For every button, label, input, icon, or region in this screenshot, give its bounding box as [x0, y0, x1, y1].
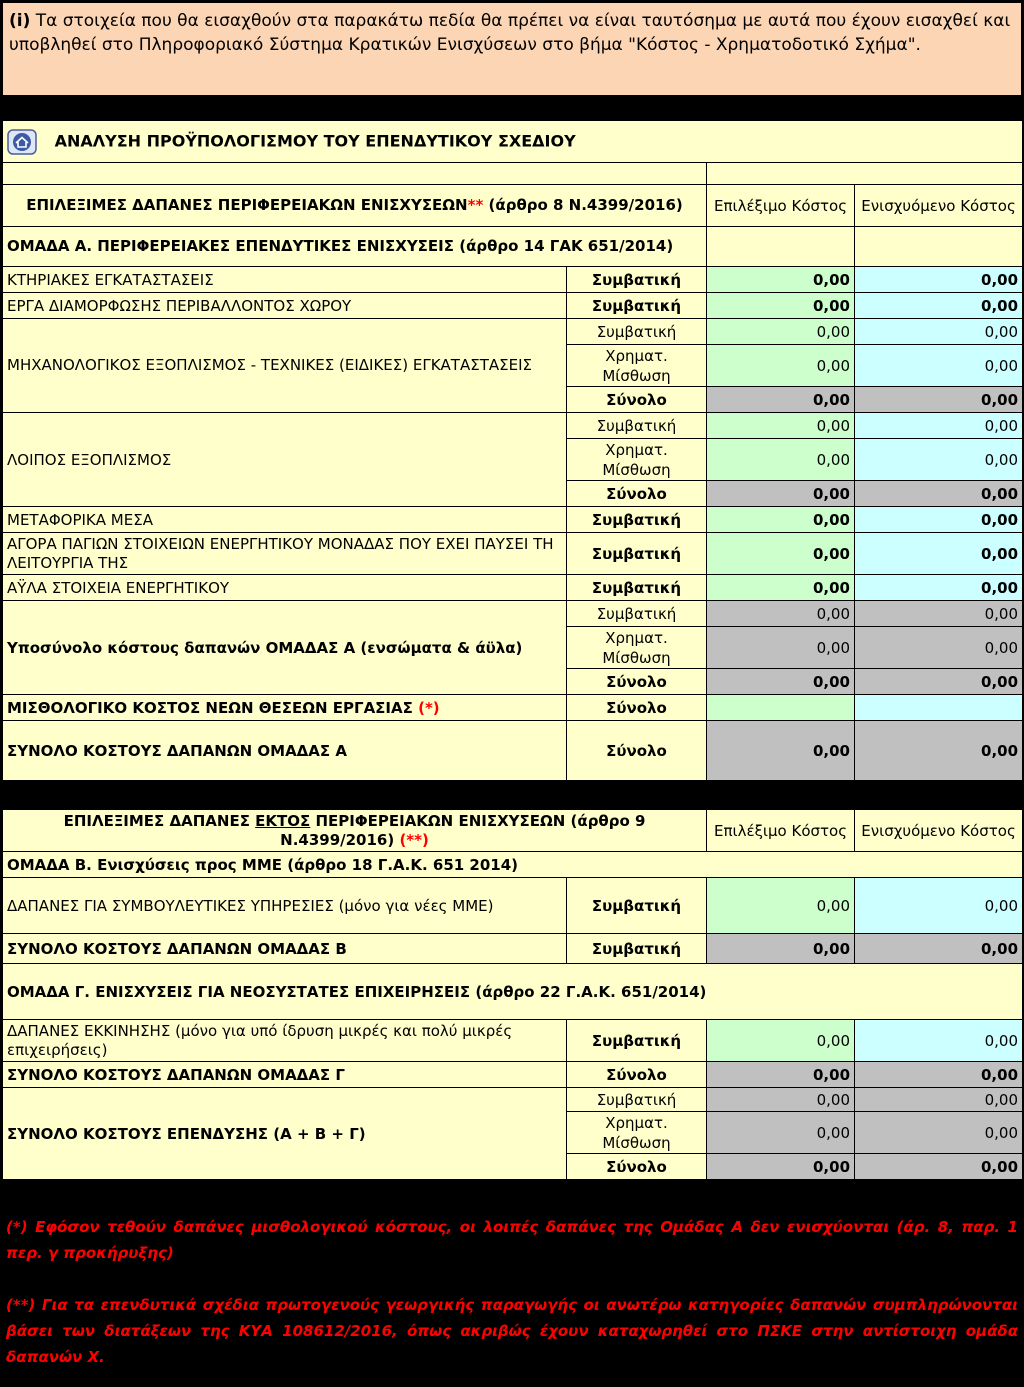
budget-table-regional [2, 120, 1023, 781]
subsidized-buildings-input[interactable]: 0,00 [855, 267, 1023, 293]
type-label: Σύνολο [567, 387, 707, 413]
eligible-transport-input[interactable]: 0,00 [707, 507, 855, 533]
section2-header: ΕΠΙΛΕΞΙΜΕΣ ΔΑΠΑΝΕΣ ΕΚΤΟΣ ΠΕΡΙΦΕΡΕΙΑΚΩΝ ΕΝΙΣΧΥΣΕΩΝ (άρθρο 9 Ν.4399/2016) (**) [3, 810, 707, 852]
subsidized-intangible-input[interactable]: 0,00 [855, 575, 1023, 601]
eligible-machinery-leasing-input[interactable]: 0,00 [707, 345, 855, 387]
eligible-total-c: 0,00 [707, 1062, 855, 1088]
subsidized-investment-leasing: 0,00 [855, 1112, 1023, 1154]
eligible-other-conventional-input[interactable]: 0,00 [707, 413, 855, 439]
type-label: Συμβατική [567, 267, 707, 293]
row-label-wage-cost: ΜΙΣΘΟΛΟΓΙΚΟ ΚΟΣΤΟΣ ΝΕΩΝ ΘΕΣΕΩΝ ΕΡΓΑΣΙΑΣ (*) [3, 695, 567, 721]
type-label: Σύνολο [567, 669, 707, 695]
row-label-total-b: ΣΥΝΟΛΟ ΚΟΣΤΟΥΣ ΔΑΠΑΝΩΝ ΟΜΑΔΑΣ Β [3, 934, 567, 964]
home-icon [7, 129, 37, 155]
budget-title-cell [3, 121, 1023, 163]
eligible-investment-conventional: 0,00 [707, 1088, 855, 1112]
notice-text: Τα στοιχεία που θα εισαχθούν στα παρακάτω πεδία θα πρέπει να είναι ταυτόσημα με αυτά που έχουν εισαχθεί και υποβληθεί στο Πληροφοριακό Σύστημα Κρατικών Ενισχύσεων στο βήμα "Κόστος - Χρηματοδοτικό Σχήμα". [9, 11, 1011, 55]
row-label-consulting: ΔΑΠΑΝΕΣ ΓΙΑ ΣΥΜΒΟΥΛΕΥΤΙΚΕΣ ΥΠΗΡΕΣΙΕΣ (μόνο για νέες ΜΜΕ) [3, 878, 567, 934]
subsidized-other-conventional-input[interactable]: 0,00 [855, 413, 1023, 439]
info-notice [3, 3, 1021, 95]
col-subsidized-header-2: Ενισχυόμενο Κόστος [855, 810, 1023, 852]
type-label: Σύνολο [567, 481, 707, 507]
type-label: Συμβατική [567, 601, 707, 627]
row-label-transport: ΜΕΤΑΦΟΡΙΚΑ ΜΕΣΑ [3, 507, 567, 533]
subsidized-total-b: 0,00 [855, 934, 1023, 964]
row-label-total-c: ΣΥΝΟΛΟ ΚΟΣΤΟΥΣ ΔΑΠΑΝΩΝ ΟΜΑΔΑΣ Γ [3, 1062, 567, 1088]
row-label-buildings: ΚΤΗΡΙΑΚΕΣ ΕΓΚΑΤΑΣΤΑΣΕΙΣ [3, 267, 567, 293]
row-label-other-equipment: ΛΟΙΠΟΣ ΕΞΟΠΛΙΣΜΟΣ [3, 413, 567, 507]
eligible-investment-total: 0,00 [707, 1154, 855, 1180]
type-label: Συμβατική [567, 293, 707, 319]
row-label-intangible: ΑΫΛΑ ΣΤΟΙΧΕΙΑ ΕΝΕΡΓΗΤΙΚΟΥ [3, 575, 567, 601]
subsidized-machinery-leasing-input[interactable]: 0,00 [855, 345, 1023, 387]
row-label-subtotal-a: Υποσύνολο κόστους δαπανών ΟΜΑΔΑΣ Α (ενσώματα & άϋλα) [3, 601, 567, 695]
type-label: Σύνολο [567, 695, 707, 721]
row-label-startup: ΔΑΠΑΝΕΣ ΕΚΚΙΝΗΣΗΣ (μόνο για υπό ίδρυση μικρές και πολύ μικρές επιχειρήσεις) [3, 1020, 567, 1062]
col-eligible-header-2: Επιλέξιμο Κόστος [707, 810, 855, 852]
budget-table-non-regional [2, 809, 1023, 1180]
col-subsidized-header: Ενισχυόμενο Κόστος [855, 185, 1023, 227]
eligible-total-b: 0,00 [707, 934, 855, 964]
eligible-other-leasing-input[interactable]: 0,00 [707, 439, 855, 481]
subsidized-transport-input[interactable]: 0,00 [855, 507, 1023, 533]
type-label: Χρηματ. Μίσθωση [567, 627, 707, 669]
row-label-closed-unit: ΑΓΟΡΑ ΠΑΓΙΩΝ ΣΤΟΙΧΕΙΩΝ ΕΝΕΡΓΗΤΙΚΟΥ ΜΟΝΑΔΑΣ ΠΟΥ ΕΧΕΙ ΠΑΥΣΕΙ ΤΗ ΛΕΙΤΟΥΡΓΙΑ ΤΗΣ [3, 533, 567, 575]
subsidized-subtotal-leasing: 0,00 [855, 627, 1023, 669]
eligible-total-a: 0,00 [707, 721, 855, 781]
type-label: Συμβατική [567, 533, 707, 575]
type-label: Συμβατική [567, 878, 707, 934]
subsidized-other-total: 0,00 [855, 481, 1023, 507]
type-label: Συμβατική [567, 575, 707, 601]
group-a-header: ΟΜΑΔΑ Α. ΠΕΡΙΦΕΡΕΙΑΚΕΣ ΕΠΕΝΔΥΤΙΚΕΣ ΕΝΙΣΧΥΣΕΙΣ (άρθρο 14 ΓΑΚ 651/2014) [3, 227, 707, 267]
type-label: Σύνολο [567, 721, 707, 781]
row-label-machinery: ΜΗΧΑΝΟΛΟΓΙΚΟΣ ΕΞΟΠΛΙΣΜΟΣ - ΤΕΧΝΙΚΕΣ (ΕΙΔΙΚΕΣ) ΕΓΚΑΤΑΣΤΑΣΕΙΣ [3, 319, 567, 413]
eligible-other-total: 0,00 [707, 481, 855, 507]
type-label: Χρηματ. Μίσθωση [567, 439, 707, 481]
subsidized-machinery-conventional-input[interactable]: 0,00 [855, 319, 1023, 345]
eligible-intangible-input[interactable]: 0,00 [707, 575, 855, 601]
row-label-total-a: ΣΥΝΟΛΟ ΚΟΣΤΟΥΣ ΔΑΠΑΝΩΝ ΟΜΑΔΑΣ Α [3, 721, 567, 781]
subsidized-total-a: 0,00 [855, 721, 1023, 781]
subsidized-landscaping-input[interactable]: 0,00 [855, 293, 1023, 319]
type-label: Συμβατική [567, 1088, 707, 1112]
section1-header: ΕΠΙΛΕΞΙΜΕΣ ΔΑΠΑΝΕΣ ΠΕΡΙΦΕΡΕΙΑΚΩΝ ΕΝΙΣΧΥΣΕΩΝ** (άρθρο 8 Ν.4399/2016) [3, 185, 707, 227]
type-label: Συμβατική [567, 1020, 707, 1062]
group-c-header: ΟΜΑΔΑ Γ. ΕΝΙΣΧΥΣΕΙΣ ΓΙΑ ΝΕΟΣΥΣΤΑΤΕΣ ΕΠΙΧΕΙΡΗΣΕΙΣ (άρθρο 22 Γ.Α.Κ. 651/2014) [3, 964, 1023, 1020]
eligible-closed-unit-input[interactable]: 0,00 [707, 533, 855, 575]
eligible-startup-input[interactable]: 0,00 [707, 1020, 855, 1062]
subsidized-consulting-input[interactable]: 0,00 [855, 878, 1023, 934]
type-label: Χρηματ. Μίσθωση [567, 345, 707, 387]
page-title: ΑΝΑΛΥΣΗ ΠΡΟΫΠΟΛΟΓΙΣΜΟΥ ΤΟΥ ΕΠΕΝΔΥΤΙΚΟΥ ΣΧΕΔΙΟΥ [54, 131, 576, 150]
eligible-subtotal-conventional: 0,00 [707, 601, 855, 627]
subsidized-subtotal-total: 0,00 [855, 669, 1023, 695]
col-eligible-header: Επιλέξιμο Κόστος [707, 185, 855, 227]
group-b-header: ΟΜΑΔΑ Β. Ενισχύσεις προς ΜΜΕ (άρθρο 18 Γ.Α.Κ. 651 2014) [3, 852, 1023, 878]
subsidized-machinery-total: 0,00 [855, 387, 1023, 413]
notice-prefix: (i) [9, 11, 31, 31]
eligible-subtotal-total: 0,00 [707, 669, 855, 695]
subsidized-subtotal-conventional: 0,00 [855, 601, 1023, 627]
eligible-wage-input[interactable] [707, 695, 855, 721]
eligible-consulting-input[interactable]: 0,00 [707, 878, 855, 934]
subsidized-total-c: 0,00 [855, 1062, 1023, 1088]
footnote-agriculture: (**) Για τα επενδυτικά σχέδια πρωτογενούς γεωργικής παραγωγής οι ανωτέρω κατηγορίες δαπανών συμπληρώνονται βάσει των διατάξεων της ΚΥΑ 108612/2016, όπως ακριβώς έχουν καταχωρηθεί στο ΠΣΚΕ στην αντίστοιχη ομάδα δαπανών Χ. [6, 1296, 1018, 1366]
eligible-machinery-total: 0,00 [707, 387, 855, 413]
subsidized-wage-input[interactable] [855, 695, 1023, 721]
type-label: Συμβατική [567, 319, 707, 345]
type-label: Συμβατική [567, 934, 707, 964]
eligible-investment-leasing: 0,00 [707, 1112, 855, 1154]
subsidized-startup-input[interactable]: 0,00 [855, 1020, 1023, 1062]
eligible-subtotal-leasing: 0,00 [707, 627, 855, 669]
eligible-landscaping-input[interactable]: 0,00 [707, 293, 855, 319]
subsidized-other-leasing-input[interactable]: 0,00 [855, 439, 1023, 481]
type-label: Συμβατική [567, 413, 707, 439]
subsidized-investment-conventional: 0,00 [855, 1088, 1023, 1112]
row-label-total-investment: ΣΥΝΟΛΟ ΚΟΣΤΟΥΣ ΕΠΕΝΔΥΣΗΣ (Α + Β + Γ) [3, 1088, 567, 1180]
type-label: Χρηματ. Μίσθωση [567, 1112, 707, 1154]
subsidized-investment-total: 0,00 [855, 1154, 1023, 1180]
type-label: Σύνολο [567, 1154, 707, 1180]
subsidized-closed-unit-input[interactable]: 0,00 [855, 533, 1023, 575]
eligible-buildings-input[interactable]: 0,00 [707, 267, 855, 293]
footnote-wage: (*) Εφόσον τεθούν δαπάνες μισθολογικού κόστους, οι λοιπές δαπάνες της Ομάδας Α δεν ενισχύονται (άρ. 8, παρ. 1 περ. γ προκήρυξης) [6, 1218, 1018, 1262]
eligible-machinery-conventional-input[interactable]: 0,00 [707, 319, 855, 345]
row-label-landscaping: ΕΡΓΑ ΔΙΑΜΟΡΦΩΣΗΣ ΠΕΡΙΒΑΛΛΟΝΤΟΣ ΧΩΡΟΥ [3, 293, 567, 319]
type-label: Σύνολο [567, 1062, 707, 1088]
type-label: Συμβατική [567, 507, 707, 533]
